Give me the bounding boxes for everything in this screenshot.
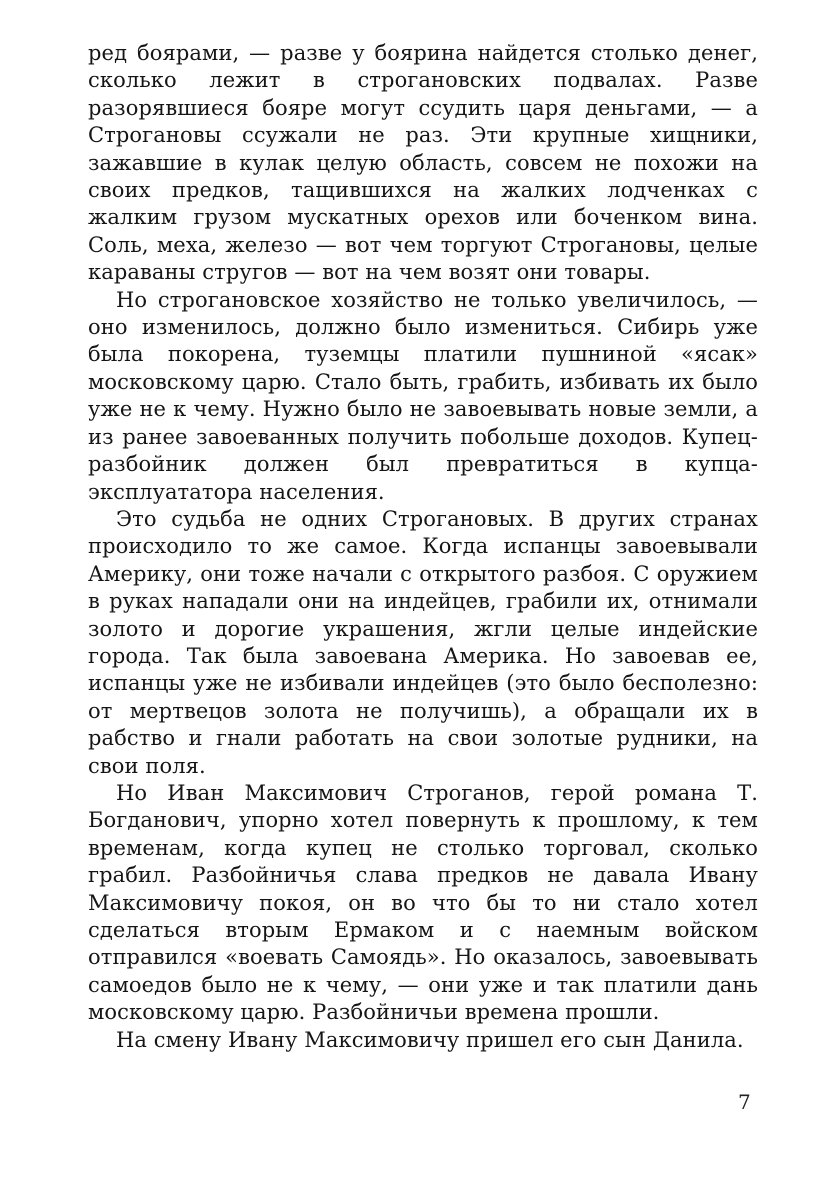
page-text xyxy=(88,40,758,1054)
paragraph-5: На смену Ивану Максимовичу пришел его сын Данила. xyxy=(116,1027,744,1052)
paragraph-1: ред боярами, — разве у боярина найдется столько денег, сколько лежит в строгановских подвалах. Разве разорявшиеся бояре могут ссудить царя деньгами, — а Строгановы ссужали не раз. Эти крупные хищники, зажавшие в кулак целую область, совсем не похожи на своих предков, тащившихся на жалких лодченках с жалким грузом мускатных орехов или боченком вина. Соль, меха, железо — вот чем торгуют Строгановы, целые караваны стругов — вот на чем возят они товары. xyxy=(88,41,758,285)
paragraph-4: Но Иван Максимович Строганов, герой романа Т. Богданович, упорно хотел повернуть к прошлому, к тем временам, когда купец не столько торговал, сколько грабил. Разбойничья слава предков не давала Ивану Максимовичу покоя, он во что бы то ни стало хотел сделаться вторым Ермаком и с наемным войском отправился «воевать Самоядь». Но оказалось, завоевывать самоедов было не к чему, — они уже и так платили дань московскому царю. Разбойничьи времена прошли. xyxy=(88,780,758,1025)
page-number: 7 xyxy=(738,1090,751,1114)
paragraph-3: Это судьба не одних Строгановых. В других странах происходило то же самое. Когда испанцы завоевывали Америку, они тоже начали с открытого разбоя. С оружием в руках нападали они на индейцев, грабили их, отнимали золото и дорогие украшения, жгли целые индейские города. Так была завоевана Америка. Но завоевав ее, испанцы уже не избивали индейцев (это было бесполезно: от мертвецов золота не получишь), а обращали их в рабство и гнали работать на свои золотые рудники, на свои поля. xyxy=(88,506,758,778)
paragraph-2: Но строгановское хозяйство не только увеличилось, — оно изменилось, должно было измениться. Сибирь уже была покорена, туземцы платили пушниной «ясак» московскому царю. Стало быть, грабить, избивать их было уже не к чему. Нужно было не завоевывать новые земли, а из ранее завоеванных получить побольше доходов. Купец-разбойник должен был превратиться в купца-эксплуататора населения. xyxy=(88,287,758,504)
